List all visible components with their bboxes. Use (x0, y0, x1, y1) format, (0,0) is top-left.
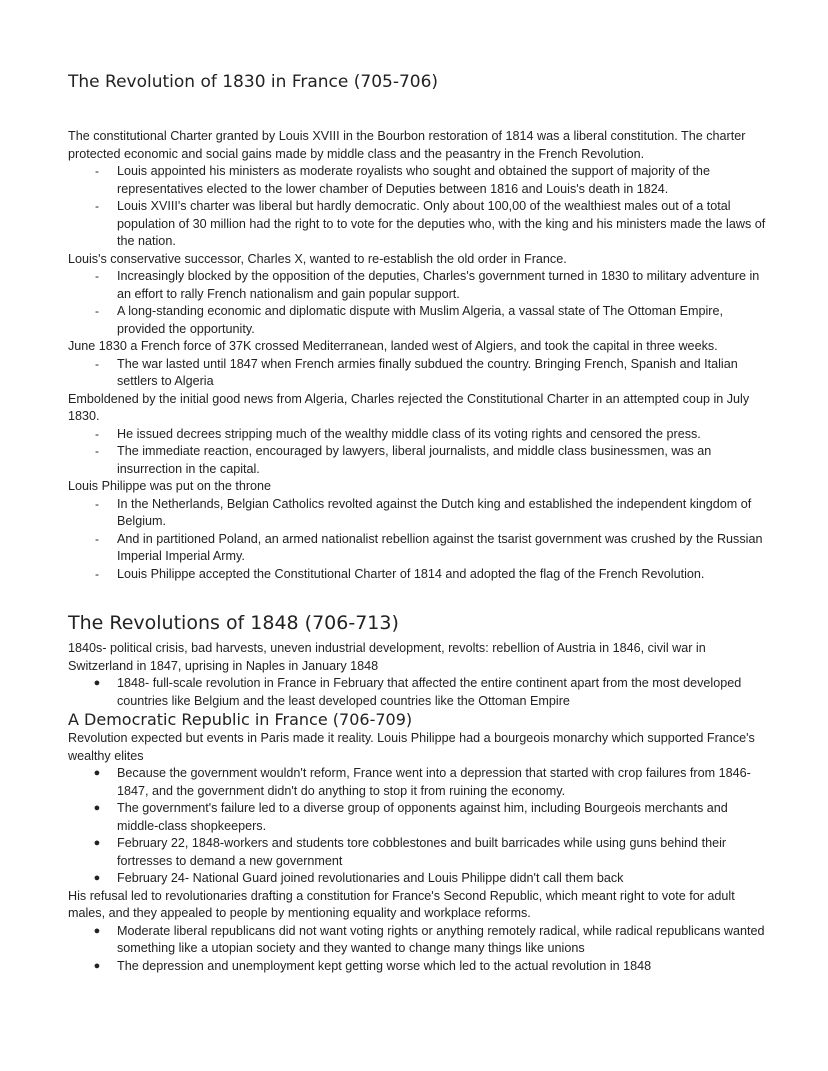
dash-bullet: - (95, 164, 99, 178)
list-item: - Louis Philippe accepted the Constitutional Charter of 1814 and adopted the flag of the French Revolution. (117, 566, 768, 584)
list-item: ● The depression and unemployment kept getting worse which led to the actual revolution in 1848 (117, 958, 768, 976)
intro-paragraph-1830: The constitutional Charter granted by Louis XVIII in the Bourbon restoration of 1814 was a liberal constitution. The charter protected economic and social gains made by middle class and the peasantry in the French Revolution. (68, 129, 746, 161)
dot-bullet: ● (93, 924, 101, 937)
section-title-1830: The Revolution of 1830 in France (705-706) (68, 72, 439, 92)
list-item: ● Moderate liberal republicans did not want voting rights or anything remotely radical, while radical republicans wanted something like a utopian society and they wanted to change many things like unions (117, 923, 768, 958)
paragraph-second-republic: His refusal led to revolutionaries drafting a constitution for France's Second Republic, which meant right to vote for adult males, and they appealed to people by mentioning equality and workplace reforms. (68, 888, 735, 920)
list-item: - In the Netherlands, Belgian Catholics revolted against the Dutch king and established the independent kingdom of Belgium. (117, 496, 768, 531)
dot-bullet: ● (93, 872, 101, 884)
list-item: - And in partitioned Poland, an armed nationalist rebellion against the tsarist government was crushed by the Russian Imperial Imperial Army. (117, 531, 768, 566)
dot-bullet: ● (93, 959, 101, 972)
list-item: ● February 24- National Guard joined revolutionaries and Louis Philippe didn't call them back (117, 870, 768, 888)
dash-bullet: - (95, 496, 99, 511)
list-item: - Increasingly blocked by the opposition of the deputies, Charles's government turned in 1830 to military adventure in an effort to rally French nationalism and gain popular support. (117, 268, 768, 303)
list-item: ● The government's failure led to a diverse group of opponents against him, including Bourgeois merchants and middle-class shopkeepers. (117, 800, 768, 835)
bullet-list-1848 (68, 675, 768, 710)
dash-bullet: - (95, 304, 99, 318)
list-item: - A long-standing economic and diplomatic dispute with Muslim Algeria, a vassal state of The Ottoman Empire, provided the opportunity. (117, 303, 768, 338)
bullet-list-coup (68, 426, 768, 479)
dash-bullet: - (95, 199, 99, 213)
dash-bullet: - (95, 269, 99, 283)
paragraph-coup: Emboldened by the initial good news from Algeria, Charles rejected the Constitutional Charter in an attempted coup in July 1830. (68, 391, 750, 423)
dot-bullet: ● (93, 767, 101, 779)
list-item: ● Because the government wouldn't reform, France went into a depression that started with crop failures from 1846-1847, and the government didn't do anything to stop it from ruining the economy. (117, 765, 768, 800)
bullet-list-depression (68, 765, 768, 888)
bullet-list-louis-xviii (68, 163, 768, 251)
list-item: - The immediate reaction, encouraged by lawyers, liberal journalists, and middle class businessmen, was an insurrection in the capital. (117, 443, 768, 478)
bullet-list-charles-x (68, 268, 768, 338)
paragraph-charles-x: Louis's conservative successor, Charles X, wanted to re-establish the old order in France. (68, 251, 567, 266)
list-item: ● February 22, 1848-workers and students tore cobblestones and built barricades while using guns behind their fortresses to demand a new government (117, 835, 768, 870)
dot-bullet: ● (93, 837, 101, 849)
document-page (68, 70, 768, 975)
list-item: - Louis appointed his ministers as moderate royalists who sought and obtained the support of majority of the representatives elected to the lower chamber of Deputies between 1816 and Louis's death in 1824. (117, 163, 768, 198)
bullet-list-republicans (68, 923, 768, 976)
list-item: ● 1848- full-scale revolution in France in February that affected the entire continent apart from the most developed countries like Belgium and the least developed countries like the Ottoman Empire (117, 675, 768, 710)
intro-paragraph-1848: 1840s- political crisis, bad harvests, uneven industrial development, revolts: rebellion of Austria in 1846, civil war in Switzerland in 1847, uprising in Naples in January 1848 (68, 641, 706, 673)
dash-bullet: - (95, 531, 99, 546)
dot-bullet: ● (93, 802, 101, 814)
paragraph-bourgeois-monarchy: Revolution expected but events in Paris made it reality. Louis Philippe had a bourgeois monarchy which supported France's wealthy elites (68, 731, 755, 763)
dash-bullet: - (95, 444, 99, 458)
section-title-1848: The Revolutions of 1848 (706-713) (68, 612, 399, 634)
dash-bullet: - (95, 426, 99, 441)
subsection-title-democratic-republic: A Democratic Republic in France (706-709) (68, 710, 413, 729)
bullet-list-algeria (68, 356, 768, 391)
dash-bullet: - (95, 356, 99, 371)
list-item: - Louis XVIII's charter was liberal but hardly democratic. Only about 100,00 of the wealthiest males out of a total population of 30 million had the right to to vote for the deputies who, with the king and his ministers made the laws of the nation. (117, 198, 768, 251)
dot-bullet: ● (93, 677, 101, 689)
bullet-list-louis-philippe (68, 496, 768, 584)
list-item: - The war lasted until 1847 when French armies finally subdued the country. Bringing French, Spanish and Italian settlers to Algeria (117, 356, 768, 391)
paragraph-louis-philippe: Louis Philippe was put on the throne (68, 479, 272, 493)
list-item: - He issued decrees stripping much of the wealthy middle class of its voting rights and censored the press. (117, 426, 768, 444)
dash-bullet: - (95, 566, 99, 581)
paragraph-algiers: June 1830 a French force of 37K crossed Mediterranean, landed west of Algiers, and took the capital in three weeks. (68, 339, 718, 353)
